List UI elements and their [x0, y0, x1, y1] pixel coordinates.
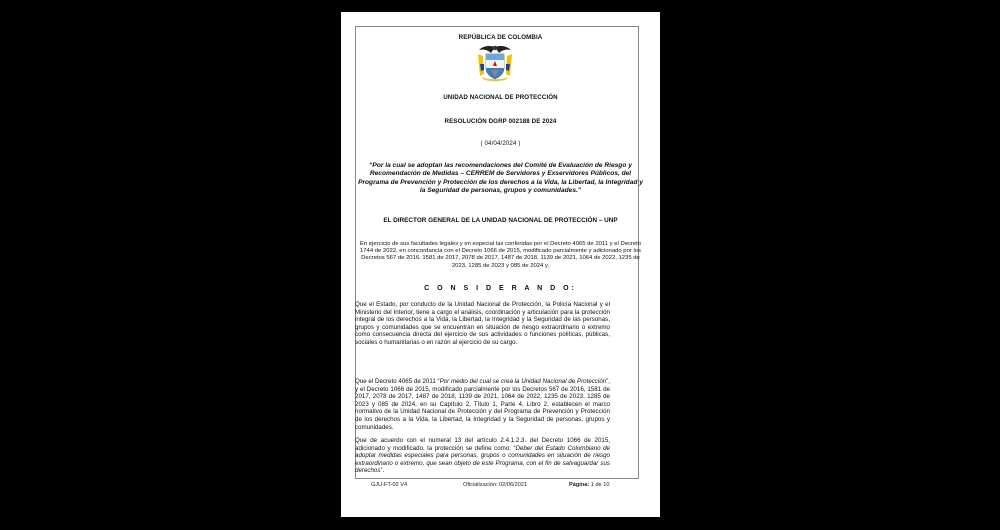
paragraph-text: Que el Decreto 4065 de 2011 “ [355, 378, 440, 385]
resolution-date: ( 04/04/2024 ) [480, 140, 521, 147]
footer-form-code: GJU-FT-02 V4 [371, 482, 408, 488]
resolution-subject: “Por la cual se adoptan las recomendaciones del Comité de Evaluación de Riesgo y Recomendación de Medidas – CERREM de Servidores y Exservidores Públicos, del Programa de Prevención y Protección de los derechos a la Vida, la Libertad, la Integridad y la Seguridad de personas, grupos y comunidades.” [358, 162, 643, 194]
page-label: Página: [569, 482, 590, 488]
considerando-paragraph-1: Que el Estado, por conducto de la Unidad Nacional de Protección, la Policía Nacional y el Ministerio del Interior, tiene a cargo el análisis, coordinación y articulación para la protección integral de los derechos a la Vida, la Libertad, la Integridad y la Seguridad de las personas, grupos y comunidades que se encuentran en situación de riesgo extraordinario o extremo como consecuencia directa del ejercicio de sus actividades o funciones políticas, públicas, sociales o humanitarias o en razón al ejercicio de su cargo. [355, 301, 610, 346]
page-value: 1 de 10 [589, 482, 610, 488]
director-heading: EL DIRECTOR GENERAL DE LA UNIDAD NACIONAL DE PROTECCIÓN – UNP [383, 217, 618, 224]
entity-heading: UNIDAD NACIONAL DE PROTECCIÓN [443, 94, 558, 101]
paragraph-text: ”, y el Decreto 1066 de 2015, modificado parcialmente por los Decretos 567 de 2016, 1581 de 2017, 2078 de 2017, 1487 de 2018, 1139 de 2021, 1064 de 2022, 1235 de 2023, 1285 de 2023 y 085 de 2024, en su Capítulo 2, Título 1, Parte 4, Libro 2, establecen el marco normativo de la Unidad Nacional de Protección y del Programa de Prevención y Protección de los derechos a la Vida, la Libertad, la Integridad y la Seguridad de personas, grupos y comunidades. [355, 378, 610, 431]
paragraph-text: ”. [380, 467, 385, 475]
paragraph-italic-quote: Por medio del cual se crea la Unidad Nacional de Protección [439, 378, 607, 385]
paragraph-italic-quote: Deber del Estado Colombiano de adoptar medidas especiales para personas, grupos o comunidades en situación de riesgo extraordinario o extremo, que sean objeto de este Programa, con el fin de salvaguardar sus derechos [355, 444, 610, 475]
paragraph-text: Que de acuerdo con el numeral 13 del artículo 2.4.1.2.3. del Decreto 1066 de 2015, adicionado y modificado, la protección se define como: “ [355, 437, 610, 452]
considerando-heading: C O N S I D E R A N D O: [424, 285, 577, 292]
considerando-paragraph-3 [355, 437, 610, 475]
colombia-coat-of-arms-icon [474, 44, 516, 82]
country-heading: REPÚBLICA DE COLOMBIA [458, 34, 543, 41]
footer-officialization: Oficialización: 02/06/2021 [463, 482, 528, 488]
resolution-title: RESOLUCIÓN DGRP 002188 DE 2024 [444, 118, 557, 125]
footer-page-number [569, 482, 609, 488]
document-page [341, 12, 660, 517]
considerando-paragraph-2 [355, 378, 610, 431]
intro-paragraph: En ejercicio de sus facultades legales y en especial las conferidas por el Decreto 4065 de 2011 y el Decreto 1744 de 2022, en concordancia con el Decreto 1066 de 2015, modificado parcialmente y adicionado por los Decretos 567 de 2016, 1581 de 2017, 2078 de 2017, 1487 de 2018, 1139 de 2021, 1064 de 2022, 1235 de 2023, 1285 de 2023 y 085 de 2024 y, [359, 241, 642, 269]
